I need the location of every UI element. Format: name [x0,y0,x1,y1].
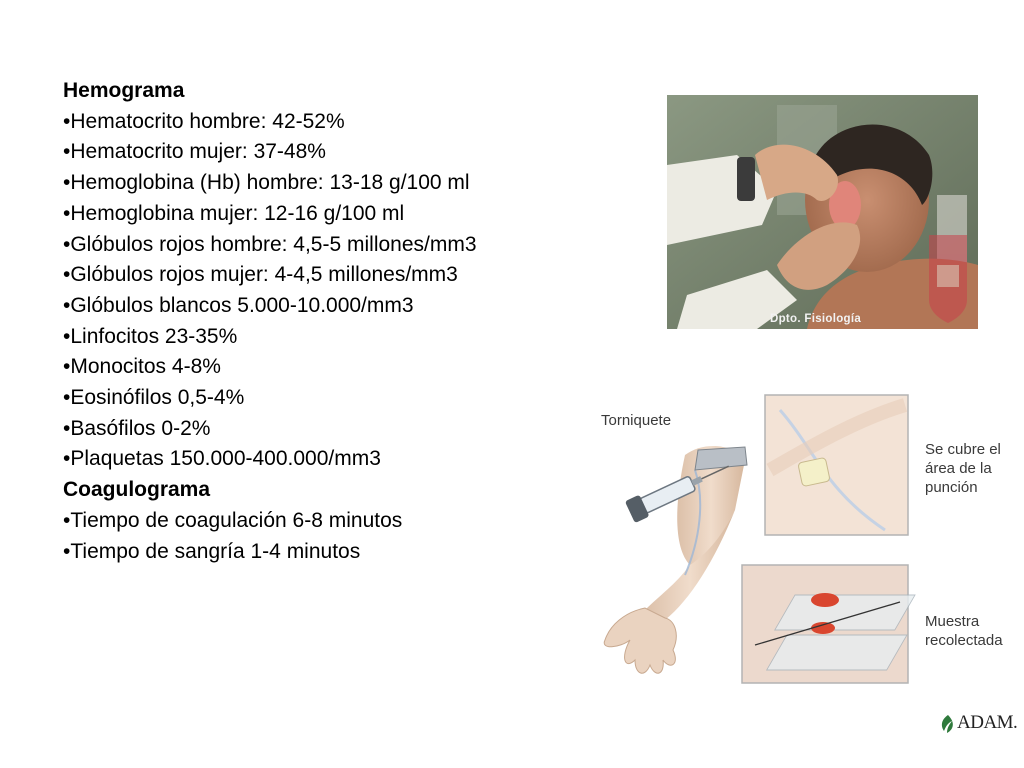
tourniquet-label: Torniquete [601,412,672,429]
adam-logo-text: ADAM. [957,712,1018,733]
ear-prick-photo [667,95,978,329]
list-item: •Tiempo de sangría 1-4 minutos [63,539,361,563]
list-item: •Hematocrito mujer: 37-48% [63,140,326,164]
list-item: •Hematocrito hombre: 42-52% [63,109,345,133]
arm-illustration [595,390,925,690]
sample-collected-label: Muestra recolectada [925,613,1003,649]
list-item: •Hemoglobina mujer: 12-16 g/100 ml [63,201,405,225]
list-item: •Glóbulos rojos mujer: 4-4,5 millones/mm3 [63,263,458,287]
ear-prick-photo-drawing [667,95,978,329]
section-title-hemograma: Hemograma [63,79,185,102]
list-item: •Linfocitos 23-35% [63,324,238,348]
list-item: •Tiempo de coagulación 6-8 minutos [63,508,403,532]
section-title-coagulograma: Coagulograma [63,478,211,502]
list-item: •Eosinófilos 0,5-4% [63,386,245,410]
list-item: •Monocitos 4-8% [63,355,221,379]
list-item: •Glóbulos rojos hombre: 4,5-5 millones/mm3 [63,232,477,256]
photo-caption: Dpto. Fisiología [770,313,862,325]
list-item: •Plaquetas 150.000-400.000/mm3 [63,447,381,471]
blood-draw-illustration [595,390,925,690]
list-item: •Basófilos 0-2% [63,416,211,440]
list-item: •Hemoglobina (Hb) hombre: 13-18 g/100 ml [63,171,470,195]
list-item: •Glóbulos blancos 5.000-10.000/mm3 [63,293,414,317]
cover-puncture-label: Se cubre el área de la punción [925,441,1001,496]
adam-logo-icon [938,713,958,735]
reference-values-text [63,76,477,567]
